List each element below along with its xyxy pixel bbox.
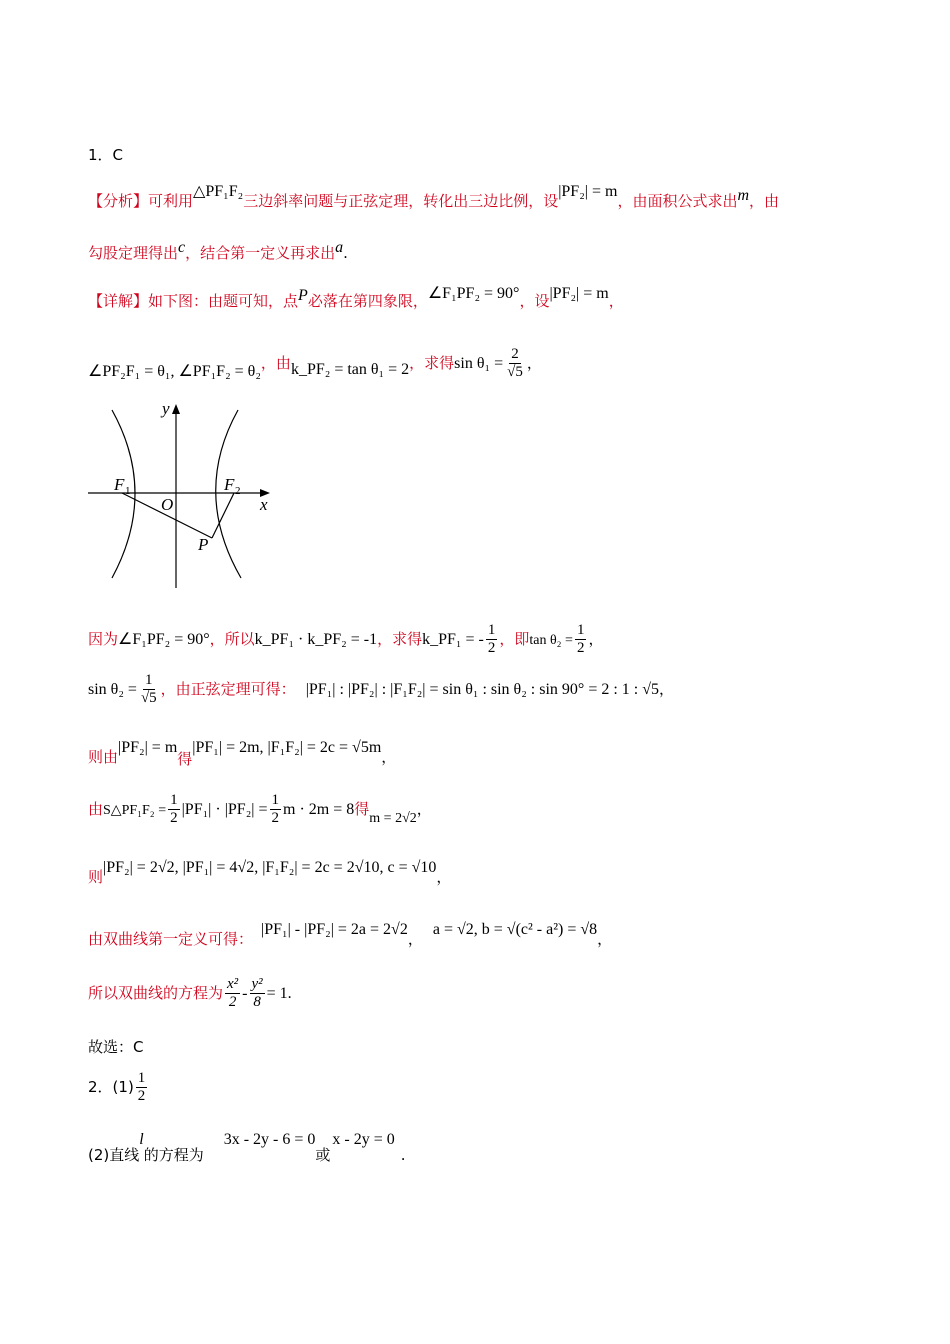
comma: ， — [381, 748, 397, 766]
detail-tag: 【详解】 — [88, 292, 149, 310]
then-text: 则由 — [88, 748, 119, 766]
fraction — [486, 622, 498, 657]
definition-text: 由双曲线第一定义可得： — [88, 930, 254, 948]
minus-sign: - — [242, 985, 248, 1002]
fraction — [505, 346, 525, 381]
result-text: 则 — [88, 868, 104, 886]
fraction — [136, 1070, 148, 1105]
sin-theta2: sin θ₂ = — [88, 681, 137, 698]
denominator: 2 — [487, 640, 496, 656]
fraction — [139, 672, 159, 707]
numerator: y² — [251, 976, 263, 992]
angle-expr: ∠F₁PF₂ = 90° — [427, 285, 520, 302]
equation-1: 3x - 2y - 6 = 0 — [223, 1131, 316, 1148]
angle-expr: ∠F₁PF₂ = 90° — [118, 631, 210, 648]
conclusion-line — [88, 976, 292, 1011]
f2-subscript: 2 — [235, 485, 241, 497]
analysis-text: 勾股定理得出 — [88, 244, 179, 262]
numerator: 1 — [576, 622, 585, 638]
comma: ， — [659, 680, 675, 698]
sin-text: ，由正弦定理可得： — [160, 680, 296, 698]
because-text: ，所以 — [209, 630, 255, 648]
hyperbola-figure — [86, 398, 276, 590]
denominator: 8 — [253, 994, 261, 1010]
side-lengths: |PF₁| = 2m, |F₁F₂| = 2c = √5m — [192, 739, 382, 756]
detail-line — [88, 285, 624, 311]
q2-line1 — [88, 1070, 149, 1105]
because-text: ，求得 — [377, 630, 423, 648]
area-product: |PF₁| · |PF₂| = — [181, 801, 268, 818]
area-symbol: S△PF₁F₂ = — [103, 803, 167, 818]
q2-text: 的方程为 — [143, 1146, 204, 1164]
slope-expr: k_PF₂ = tan θ₁ = 2 — [290, 361, 410, 378]
analysis-text: 可利用 — [148, 192, 194, 210]
analysis-text: ，结合第一定义再求出 — [185, 244, 336, 262]
theta-text: ，求得 — [409, 354, 455, 372]
f1-subscript: 1 — [125, 485, 131, 497]
x-label: x — [260, 495, 268, 514]
because-text: ，即 — [499, 630, 530, 648]
sin-theta1: sin θ₁ = — [454, 355, 504, 372]
sin-theta2-line — [88, 672, 674, 707]
denominator: √5 — [140, 690, 157, 706]
analysis-line1 — [88, 183, 780, 211]
fraction — [225, 976, 240, 1011]
analysis-line2 — [88, 239, 348, 263]
comma: ， — [416, 800, 432, 818]
y-label: y — [162, 399, 170, 418]
analysis-tag: 【分析】 — [88, 192, 149, 210]
comma: ， — [588, 630, 604, 648]
numerator: 2 — [511, 346, 519, 362]
because-text: 因为 — [88, 630, 119, 648]
denominator: √5 — [507, 364, 523, 380]
theta-defs: ∠PF₂F₁ = θ₁, ∠PF₁F₂ = θ₂ — [88, 363, 261, 380]
var-a: a — [335, 239, 344, 256]
area-value: m · 2m = 8 — [283, 801, 355, 818]
numerator: 1 — [170, 792, 178, 808]
fraction — [250, 976, 265, 1011]
p-label: P — [198, 535, 209, 554]
period: . — [400, 1146, 406, 1164]
equation-2: x - 2y = 0 — [332, 1131, 395, 1148]
detail-text: ，设 — [519, 292, 550, 310]
theta-line — [88, 346, 542, 381]
final-choice: 故选：C — [88, 1038, 144, 1056]
q2-heading: 2．(1) — [88, 1078, 134, 1096]
denominator: 2 — [228, 994, 237, 1010]
denominator: 2 — [137, 1088, 146, 1104]
q1-heading: 1．C — [88, 146, 124, 164]
area-text: 得 — [354, 800, 370, 818]
definition-eq: |PF₁| - |PF₂| = 2a = 2√2 — [261, 921, 408, 938]
because-line — [88, 622, 603, 657]
area-line — [88, 792, 432, 827]
sine-ratio: |PF₁| : |PF₂| : |F₁F₂| = sin θ₁ : sin θ₂ : sin 90° = 2 : 1 : √5 — [305, 681, 660, 698]
fraction — [168, 792, 180, 827]
analysis-text: ，由 — [749, 192, 780, 210]
fraction — [270, 792, 282, 827]
numerator: 1 — [137, 1070, 146, 1086]
numerator: x² — [227, 976, 239, 992]
area-text: 由 — [88, 800, 104, 818]
numerator: 1 — [145, 672, 153, 688]
var-c: c — [178, 239, 186, 256]
detail-text: ， — [608, 292, 624, 310]
detail-text: 如下图：由题可知，点 — [148, 292, 299, 310]
y-axis-arrow-icon — [172, 404, 180, 414]
comma: ， — [436, 868, 452, 886]
tan-theta2: tan θ₂ = — [529, 633, 573, 648]
m-value: m = 2√2 — [369, 811, 417, 826]
numerator: 1 — [487, 622, 496, 638]
theta-text: ，由 — [260, 354, 291, 372]
slope-k1: k_PF₁ = - — [422, 631, 484, 648]
fraction — [575, 622, 587, 657]
pf2-expr: |PF₂| = m — [558, 183, 618, 200]
definition-line — [88, 918, 613, 948]
q2-text: (2)直线 — [88, 1146, 140, 1164]
pf2-expr: |PF₂| = m — [118, 739, 178, 756]
detail-text: 必落在第四象限， — [307, 292, 428, 310]
comma: ， — [526, 354, 542, 372]
q2-line2 — [88, 1128, 406, 1164]
comma: ， — [597, 930, 613, 948]
origin-label: O — [161, 495, 174, 514]
segment-f2p — [212, 493, 234, 538]
triangle-expr: △PF₁F₂ — [193, 183, 244, 200]
analysis-text: 三边斜率问题与正弦定理，转化出三边比例，设 — [243, 192, 559, 210]
f1-label: F — [114, 475, 125, 494]
equals-one: = 1. — [266, 985, 292, 1002]
pf2-expr: |PF₂| = m — [549, 285, 609, 302]
period: . — [343, 244, 348, 262]
then-line — [88, 736, 397, 768]
ab-values: a = √2, b = √(c² - a²) = √8 — [432, 921, 598, 938]
denominator: 2 — [170, 810, 178, 826]
q2-or: 或 — [315, 1146, 331, 1164]
var-m: m — [737, 187, 750, 204]
denominator: 2 — [271, 810, 280, 826]
point-p: P — [298, 287, 308, 304]
denominator: 2 — [576, 640, 585, 656]
line-l: l — [139, 1131, 144, 1148]
result-line — [88, 856, 452, 886]
then-text: 得 — [177, 750, 193, 768]
analysis-text: ，由面积公式求出 — [617, 192, 738, 210]
conclusion-text: 所以双曲线的方程为 — [88, 984, 224, 1002]
slope-product: k_PF₁ · k_PF₂ = -1 — [254, 631, 378, 648]
lengths-result: |PF₂| = 2√2, |PF₁| = 4√2, |F₁F₂| = 2c = 2√10, c = √10 — [103, 859, 437, 876]
f2-label: F — [224, 475, 235, 494]
numerator: 1 — [271, 792, 280, 808]
comma: ， — [407, 930, 423, 948]
